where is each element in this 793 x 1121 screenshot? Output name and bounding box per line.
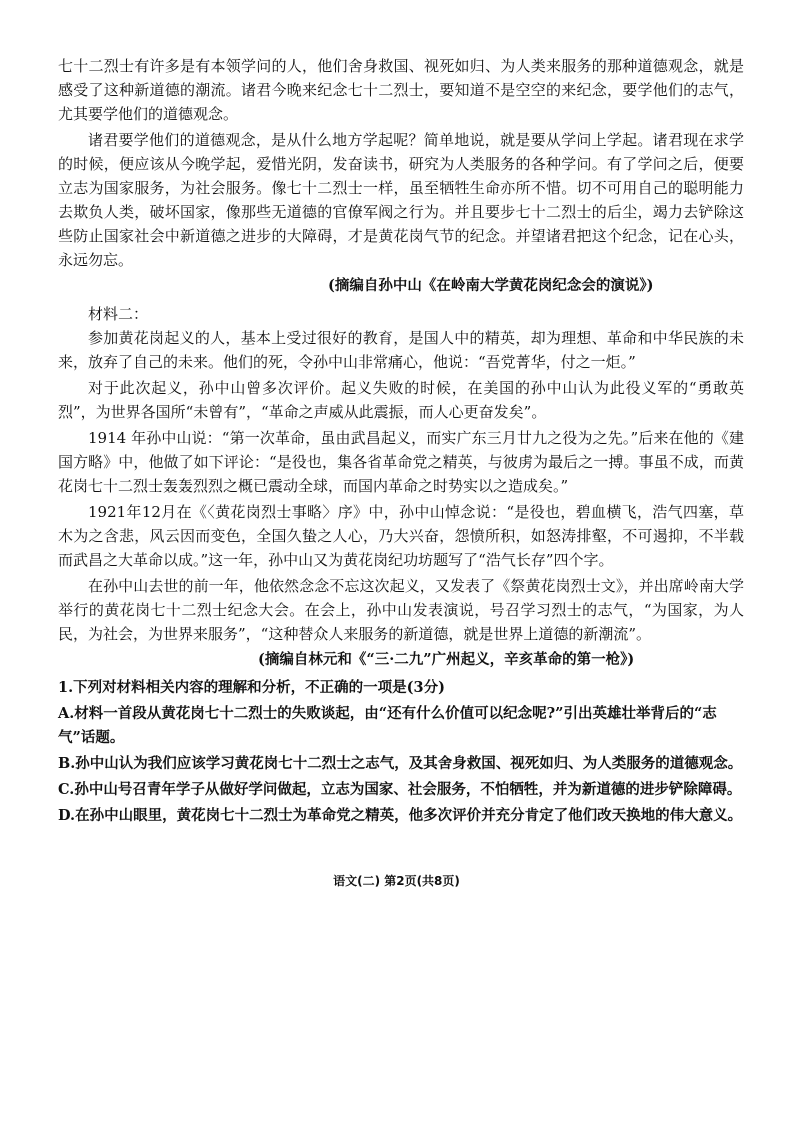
material1-paragraph-1: 七十二烈士有许多是有本领学问的人，他们舍身救国、视死如归、为人类来服务的那种道德观念，就是感受了这种新道德的潮流。诸君今晚来纪念七十二烈士，要知道不是空空的来纪念，要学他们的志气，尤其要学他们的道德观念。 (58, 57, 744, 123)
material2-heading: 材料二： (88, 305, 149, 323)
material1-paragraph-2: 诸君要学他们的道德观念，是从什么地方学起呢？简单地说，就是要从学问上学起。诸君现在求学的时候，便应该从今晚学起，爱惜光阴，发奋读书，研究为人类服务的各种学问。有了学问之后，便要立志为国家服务，为社会服务。像七十二烈士一样，虽至牺牲生命亦所不惜。切不可用自己的聪明能力去欺负人类，破坏国家，像那些无道德的官僚军阀之行为。并且要步七十二烈士的后尘，竭力去铲除这些防止国家社会中新道德之进步的大障碍，才是黄花岗气节的纪念。并望诸君把这个纪念，记在心头，永远勿忘。 (58, 131, 744, 269)
material2-paragraph-3: 1914 年孙中山说：“第一次革命，虽由武昌起义，而实广东三月廿九之役为之先。”后来在他的《建国方略》中，他做了如下评论：“是役也，集各省革命党之精英，与彼虏为最后之一搏。事虽不成，而黄花岗七十二烈士轰轰烈烈之概已震动全球，而国内革命之时势实以之造成矣。” (58, 429, 744, 495)
option-b: B.孙中山认为我们应该学习黄花岗七十二烈士之志气，及其舍身救国、视死如归、为人类服务的道德观念。 (58, 755, 743, 772)
page-footer: 语文(二) 第2页(共8页) (333, 874, 460, 888)
option-a: A.材料一首段从黄花岗七十二烈士的失败谈起，由“还有什么价值可以纪念呢?”引出英雄壮举背后的“志气”话题。 (58, 705, 717, 746)
material2-source: (摘编自林元和《“三·二九”广州起义，辛亥革命的第一枪》) (258, 651, 635, 668)
option-c: C.孙中山号召青年学子从做好学问做起，立志为国家、社会服务，不怕牺牲，并为新道德的进步铲除障碍。 (58, 781, 742, 798)
exam-page-content (58, 54, 744, 830)
question-stem: 1.下列对材料相关内容的理解和分析，不正确的一项是(3分) (58, 679, 445, 696)
option-d: D.在孙中山眼里，黄花岗七十二烈士为革命党之精英，他多次评价并充分肯定了他们改天换地的伟大意义。 (58, 807, 743, 824)
material2-paragraph-1: 参加黄花岗起义的人，基本上受过很好的教育，是国人中的精英，却为理想、革命和中华民族的未来，放弃了自己的未来。他们的死，令孙中山非常痛心，他说：“吾党菁华，付之一炬。” (58, 329, 744, 371)
material1-source: (摘编自孙中山《在岭南大学黄花岗纪念会的演说》) (328, 277, 654, 294)
material2-paragraph-2: 对于此次起义，孙中山曾多次评价。起义失败的时候，在美国的孙中山认为此役义军的“勇敢英烈”，为世界各国所“未曾有”，“革命之声威从此震振，而人心更奋发矣”。 (58, 379, 744, 421)
material2-paragraph-5: 在孙中山去世的前一年，他依然念念不忘这次起义，又发表了《祭黄花岗烈士文》，并出席岭南大学举行的黄花岗七十二烈士纪念大会。在会上，孙中山发表演说，号召学习烈士的志气，“为国家，为人民，为社会，为世界来服务”，“这种替众人来服务的新道德，就是世界上道德的新潮流”。 (58, 577, 744, 643)
material2-paragraph-4: 1921年12月在《〈黄花岗烈士事略〉序》中，孙中山悼念说：“是役也，碧血横飞，浩气四塞，草木为之含悲，风云因而变色，全国久蛰之人心，乃大兴奋，怨愤所积，如怒涛排壑，不可遏抑，不半载而武昌之大革命以成。”这一年，孙中山又为黄花岗纪功坊题写了“浩气长存”四个字。 (58, 503, 744, 569)
